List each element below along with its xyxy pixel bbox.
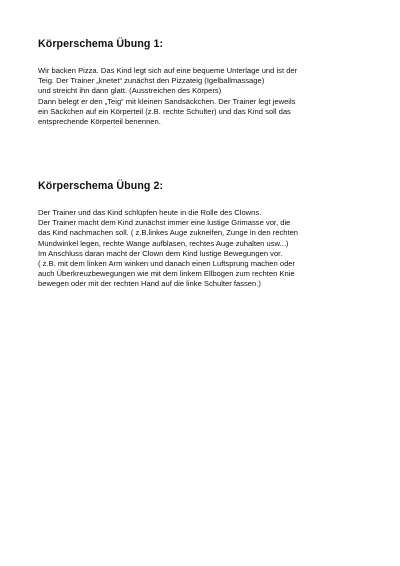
exercise-1-body <box>38 66 368 127</box>
exercise-1-line: Wir backen Pizza. Das Kind legt sich auf eine bequeme Unterlage und ist der <box>38 66 298 75</box>
exercise-1-section <box>38 38 368 127</box>
exercise-2-line: ( z.B. mit dem linken Arm winken und danach einen Luftsprung machen oder <box>38 259 296 269</box>
exercise-2-line: Im Anschluss daran macht der Clown dem Kind lustige Bewegungen vor. <box>38 248 283 258</box>
exercise-2-line: bewegen oder mit der rechten Hand auf die linke Schulter fassen.) <box>38 279 261 289</box>
exercise-1-line: Teig. Der Trainer „knetet“ zunächst den Pizzateig (Igelballmassage) <box>38 76 265 86</box>
exercise-2-heading: Körperschema Übung 2: <box>38 180 164 192</box>
exercise-2-line: das Kind nachmachen soll. ( z.B.linkes Auge zukneifen, Zunge in den rechten <box>38 228 299 238</box>
exercise-2-body <box>38 208 368 290</box>
exercise-1-heading: Körperschema Übung 1: <box>38 38 164 50</box>
exercise-1-line: entsprechende Körperteil benennen. <box>38 117 161 127</box>
exercise-2-line: Der Trainer macht dem Kind zunächst immer eine lustige Grimasse vor, die <box>38 218 291 228</box>
exercise-2-line: Mundwinkel legen, rechte Wange aufblasen, rechtes Auge zuhalten usw...) <box>38 238 289 248</box>
exercise-1-line: und streicht ihn dann glatt. (Ausstreichen des Körpers) <box>38 86 222 96</box>
exercise-1-line: ein Säckchen auf ein Körperteil (z.B. rechte Schulter) und das Kind soll das <box>38 106 291 116</box>
exercise-2-line: auch Überkreuzbewegungen wie mit dem linkem Ellbogen zum rechten Knie <box>38 269 295 279</box>
exercise-2-section <box>38 180 368 290</box>
exercise-2-line: Der Trainer und das Kind schlüpfen heute in die Rolle des Clowns. <box>38 208 262 217</box>
exercise-1-line: Dann belegt er den „Teig“ mit kleinen Sandsäckchen. Der Trainer legt jeweils <box>38 96 296 106</box>
